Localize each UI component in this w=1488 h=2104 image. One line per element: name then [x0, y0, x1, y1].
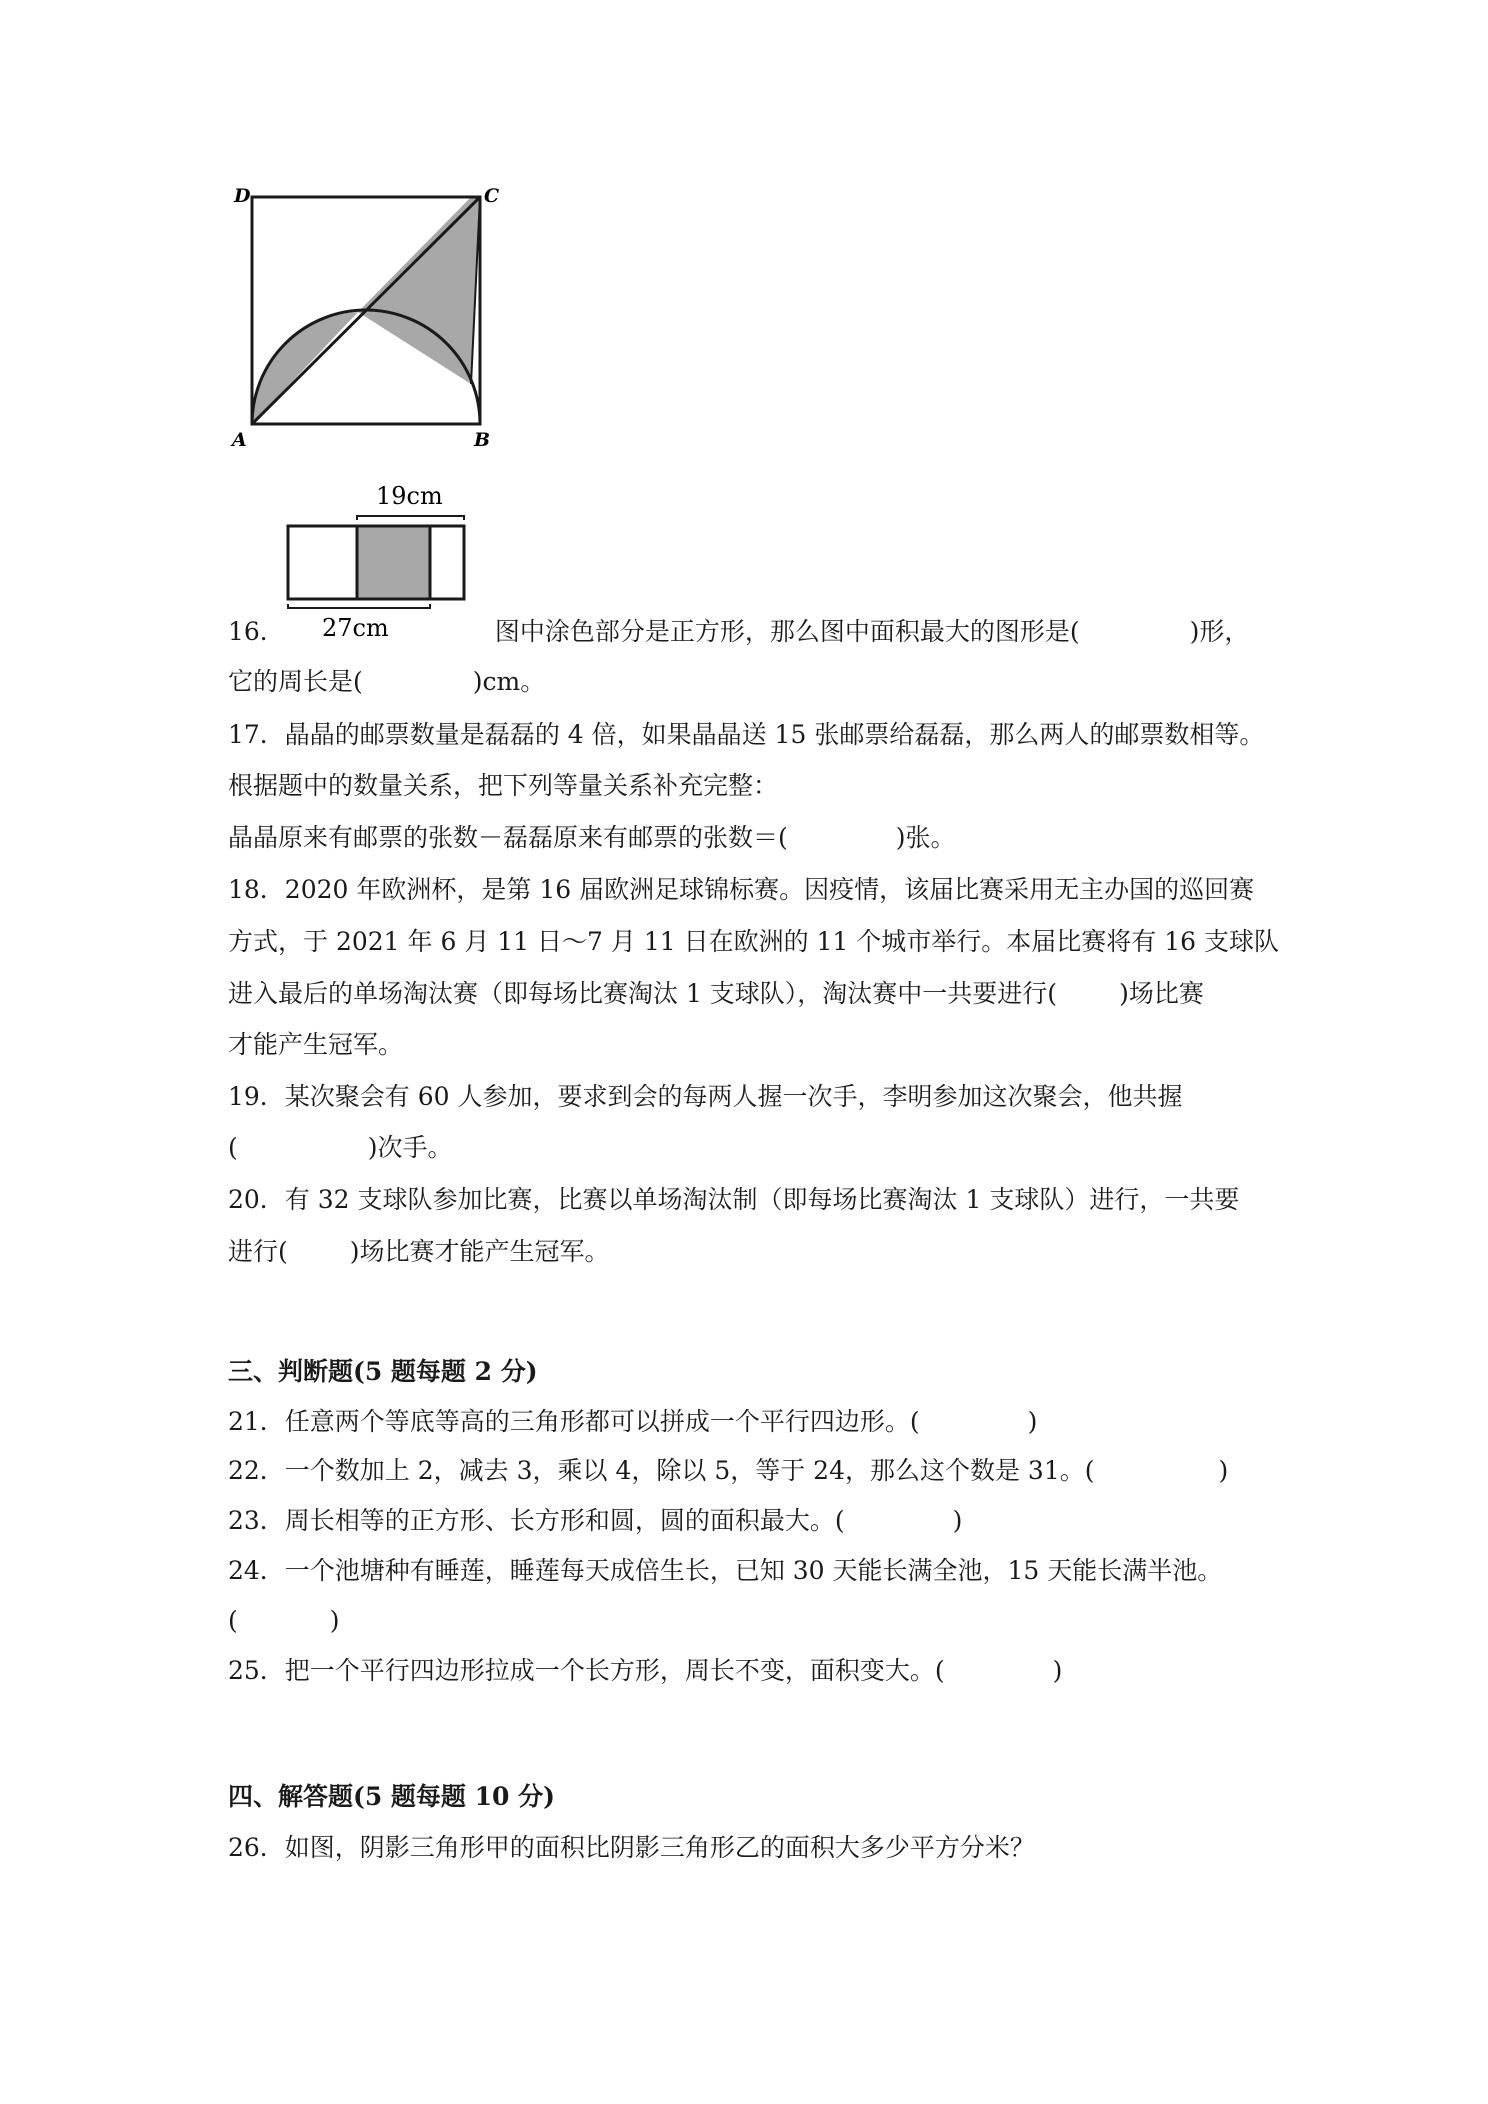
q20-line1: 20．有 32 支球队参加比赛，比赛以单场淘汰制（即每场比赛淘汰 1 支球队）进行，一共要	[228, 1185, 1240, 1214]
q20-line2-b: )场比赛才能产生冠军。	[349, 1237, 610, 1266]
label-a: A	[232, 429, 247, 450]
shaded-triangle	[358, 197, 480, 384]
q16-line1	[228, 615, 1249, 649]
measure-19cm: 19cm	[376, 482, 443, 510]
shaded-square	[357, 526, 430, 599]
square-figure	[228, 180, 518, 450]
q21-close: )	[1027, 1407, 1038, 1436]
q17-line1: 17．晶晶的邮票数量是磊磊的 4 倍，如果晶晶送 15 张邮票给磊磊，那么两人的邮票数相等。	[228, 720, 1265, 749]
top-bracket	[357, 516, 464, 520]
q19-line2-a: (	[228, 1133, 238, 1162]
q16-text-b: )形，	[1189, 617, 1250, 646]
bottom-bracket	[288, 604, 430, 608]
q21	[228, 1405, 1037, 1439]
q24-close: )	[329, 1606, 340, 1635]
q21-text: 21．任意两个等底等高的三角形都可以拼成一个平行四边形。(	[228, 1407, 920, 1436]
label-c: C	[484, 185, 500, 207]
section3-heading: 三、判断题(5 题每题 2 分)	[228, 1357, 538, 1386]
q18-line3-b: )场比赛	[1119, 979, 1204, 1008]
q18-line3	[228, 977, 1204, 1011]
q20-line2-a: 进行(	[228, 1237, 288, 1266]
q24-open: (	[228, 1606, 238, 1635]
q19-line2-b: )次手。	[367, 1133, 453, 1162]
q23	[228, 1504, 962, 1538]
label-b: B	[474, 429, 491, 450]
q23-close: )	[952, 1506, 963, 1535]
q19-line2	[228, 1131, 453, 1165]
q16-line2-b: )cm。	[472, 667, 546, 696]
q22	[228, 1454, 1228, 1488]
label-d: D	[234, 185, 251, 207]
q25-text: 25．把一个平行四边形拉成一个长方形，周长不变，面积变大。(	[228, 1656, 945, 1685]
q17-line3	[228, 821, 956, 855]
section4-heading: 四、解答题(5 题每题 10 分)	[228, 1782, 555, 1811]
measure-27cm: 27cm	[322, 614, 389, 642]
q17-line2: 根据题中的数量关系，把下列等量关系补充完整：	[228, 771, 779, 800]
q22-close: )	[1218, 1456, 1229, 1485]
q18-line1: 18．2020 年欧洲杯，是第 16 届欧洲足球锦标赛。因疫情，该届比赛采用无主办国的巡回赛	[228, 875, 1255, 904]
q18-line3-a: 进入最后的单场淘汰赛（即每场比赛淘汰 1 支球队），淘汰赛中一共要进行(	[228, 979, 1058, 1008]
q16-text-a: 图中涂色部分是正方形，那么图中面积最大的图形是(	[494, 617, 1080, 646]
q16-number: 16．	[228, 617, 285, 646]
q24-line1: 24．一个池塘种有睡莲，睡莲每天成倍生长，已知 30 天能长满全池，15 天能长满半池。	[228, 1556, 1223, 1585]
q23-text: 23．周长相等的正方形、长方形和圆，圆的面积最大。(	[228, 1506, 845, 1535]
q19-line1: 19．某次聚会有 60 人参加，要求到会的每两人握一次手，李明参加这次聚会，他共握	[228, 1082, 1183, 1111]
q16-line2	[228, 665, 545, 699]
q16-line2-a: 它的周长是(	[228, 667, 363, 696]
q26: 26．如图，阴影三角形甲的面积比阴影三角形乙的面积大多少平方分米？	[228, 1833, 1035, 1862]
q18-line4: 才能产生冠军。	[228, 1030, 404, 1059]
q24-line2	[228, 1604, 340, 1638]
q20-line2	[228, 1235, 610, 1269]
q25-close: )	[1052, 1656, 1063, 1685]
q22-text: 22．一个数加上 2，减去 3，乘以 4，除以 5，等于 24，那么这个数是 31。(	[228, 1456, 1095, 1485]
q25	[228, 1654, 1062, 1688]
q17-line3-a: 晶晶原来有邮票的张数－磊磊原来有邮票的张数＝(	[228, 823, 788, 852]
q18-line2: 方式，于 2021 年 6 月 11 日～7 月 11 日在欧洲的 11 个城市举行。本届比赛将有 16 支球队	[228, 927, 1279, 956]
q17-line3-b: )张。	[895, 823, 956, 852]
